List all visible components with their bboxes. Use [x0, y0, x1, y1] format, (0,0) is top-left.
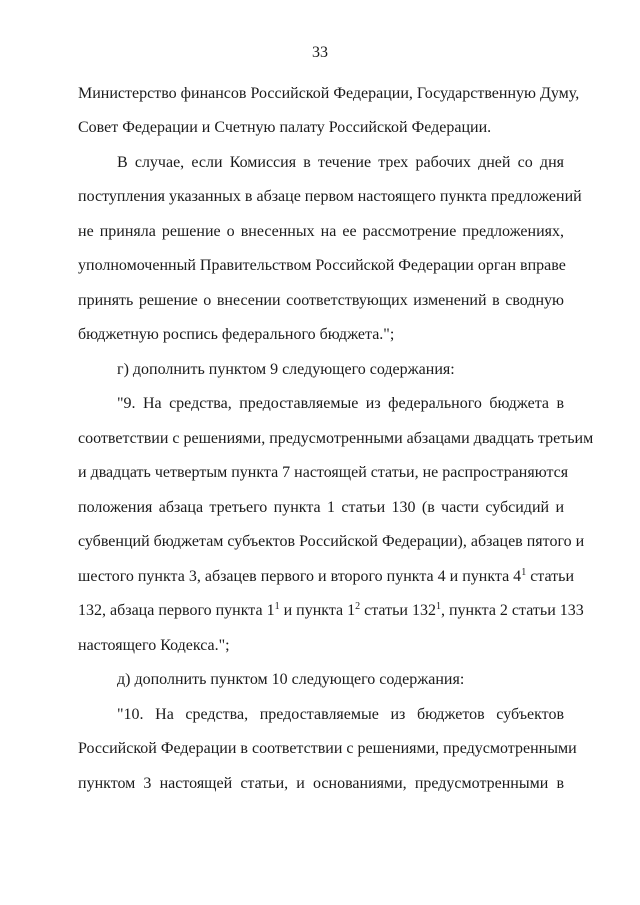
superscript: 1	[274, 601, 280, 612]
page-number: 33	[312, 44, 328, 61]
text-line: настоящего Кодекса.";	[78, 637, 230, 654]
text-line: не приняла решение о внесенных на ее рассмотрение предложениях,	[78, 223, 564, 240]
text-line	[78, 567, 575, 587]
text-line: принять решение о внесении соответствующих изменений в сводную	[78, 292, 564, 309]
superscript: 1	[435, 601, 441, 612]
text-line: поступления указанных в абзаце первом настоящего пункта предложений	[78, 188, 582, 205]
text-segment: статьи 132	[360, 602, 436, 619]
text-line: г) дополнить пунктом 9 следующего содержания:	[117, 361, 455, 378]
text-line: В случае, если Комиссия в течение трех рабочих дней со дня	[117, 154, 564, 171]
text-line: "10. На средства, предоставляемые из бюджетов субъектов	[117, 706, 564, 723]
text-line: Российской Федерации в соответствии с решениями, предусмотренными	[78, 740, 577, 757]
text-segment: шестого пункта 3, абзацев первого и второго пункта 4 и пункта 4	[78, 568, 522, 585]
text-segment: 132, абзаца первого пункта 1	[78, 602, 275, 619]
text-line: положения абзаца третьего пункта 1 статьи 130 (в части субсидий и	[78, 499, 564, 516]
text-line: Министерство финансов Российской Федерации, Государственную Думу,	[78, 85, 580, 102]
text-segment: статьи	[526, 568, 575, 585]
text-line: субвенций бюджетам субъектов Российской Федерации), абзацев пятого и	[78, 533, 585, 550]
superscript: 2	[355, 601, 361, 612]
text-line: д) дополнить пунктом 10 следующего содержания:	[117, 671, 465, 688]
text-line: бюджетную роспись федерального бюджета.";	[78, 326, 395, 343]
text-line: Совет Федерации и Счетную палату Российской Федерации.	[78, 119, 492, 136]
text-line: и двадцать четвертым пункта 7 настоящей статьи, не распространяются	[78, 464, 569, 481]
text-line: соответствии с решениями, предусмотренными абзацами двадцать третьим	[78, 430, 594, 447]
text-line: пунктом 3 настоящей статьи, и основаниями, предусмотренными в	[78, 775, 564, 792]
text-segment: , пункта 2 статьи 133	[440, 602, 584, 619]
text-line: "9. На средства, предоставляемые из федерального бюджета в	[117, 395, 564, 412]
text-line	[78, 601, 584, 621]
superscript: 1	[521, 567, 527, 578]
text-segment: и пункта 1	[279, 602, 356, 619]
text-line: уполномоченный Правительством Российской Федерации орган вправе	[78, 257, 566, 274]
